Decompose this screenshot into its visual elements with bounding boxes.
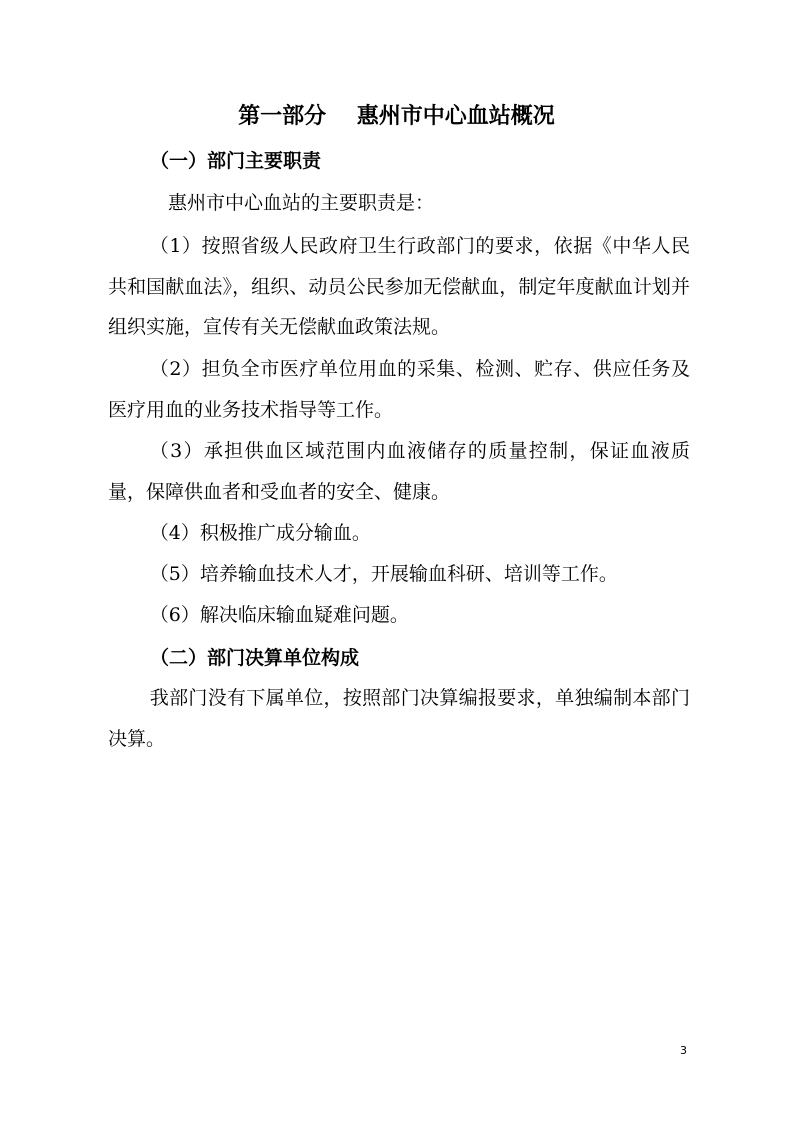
duties-intro: 惠州市中心血站的主要职责是： xyxy=(168,192,435,214)
section-heading-duties: （一）部门主要职责 xyxy=(150,150,322,172)
page-number: 3 xyxy=(680,1044,687,1057)
duty-item-5: （5）培养输血技术人才，开展输血科研、培训等工作。 xyxy=(149,563,618,585)
duty-item-2: （2）担负全市医疗单位用血的采集、检测、贮存、供应任务及医疗用血的业务技术指导等工作。 xyxy=(108,358,690,421)
units-body: 我部门没有下属单位，按照部门决算编报要求，单独编制本部门决算。 xyxy=(108,687,690,750)
section-heading-units: （二）部门决算单位构成 xyxy=(150,647,360,669)
duty-item-6: （6）解决临床输血疑难问题。 xyxy=(149,604,409,626)
duty-item-3: （3）承担供血区域范围内血液储存的质量控制，保证血液质量，保障供血者和受血者的安全、健康。 xyxy=(108,440,690,503)
page-title: 第一部分 惠州市中心血站概况 xyxy=(238,104,555,129)
duty-item-4: （4）积极推广成分输血。 xyxy=(149,522,371,544)
duty-item-1: （1）按照省级人民政府卫生行政部门的要求，依据《中华人民共和国献血法》，组织、动员公民参加无偿献血，制定年度献血计划并组织实施，宣传有关无偿献血政策法规。 xyxy=(108,235,690,338)
